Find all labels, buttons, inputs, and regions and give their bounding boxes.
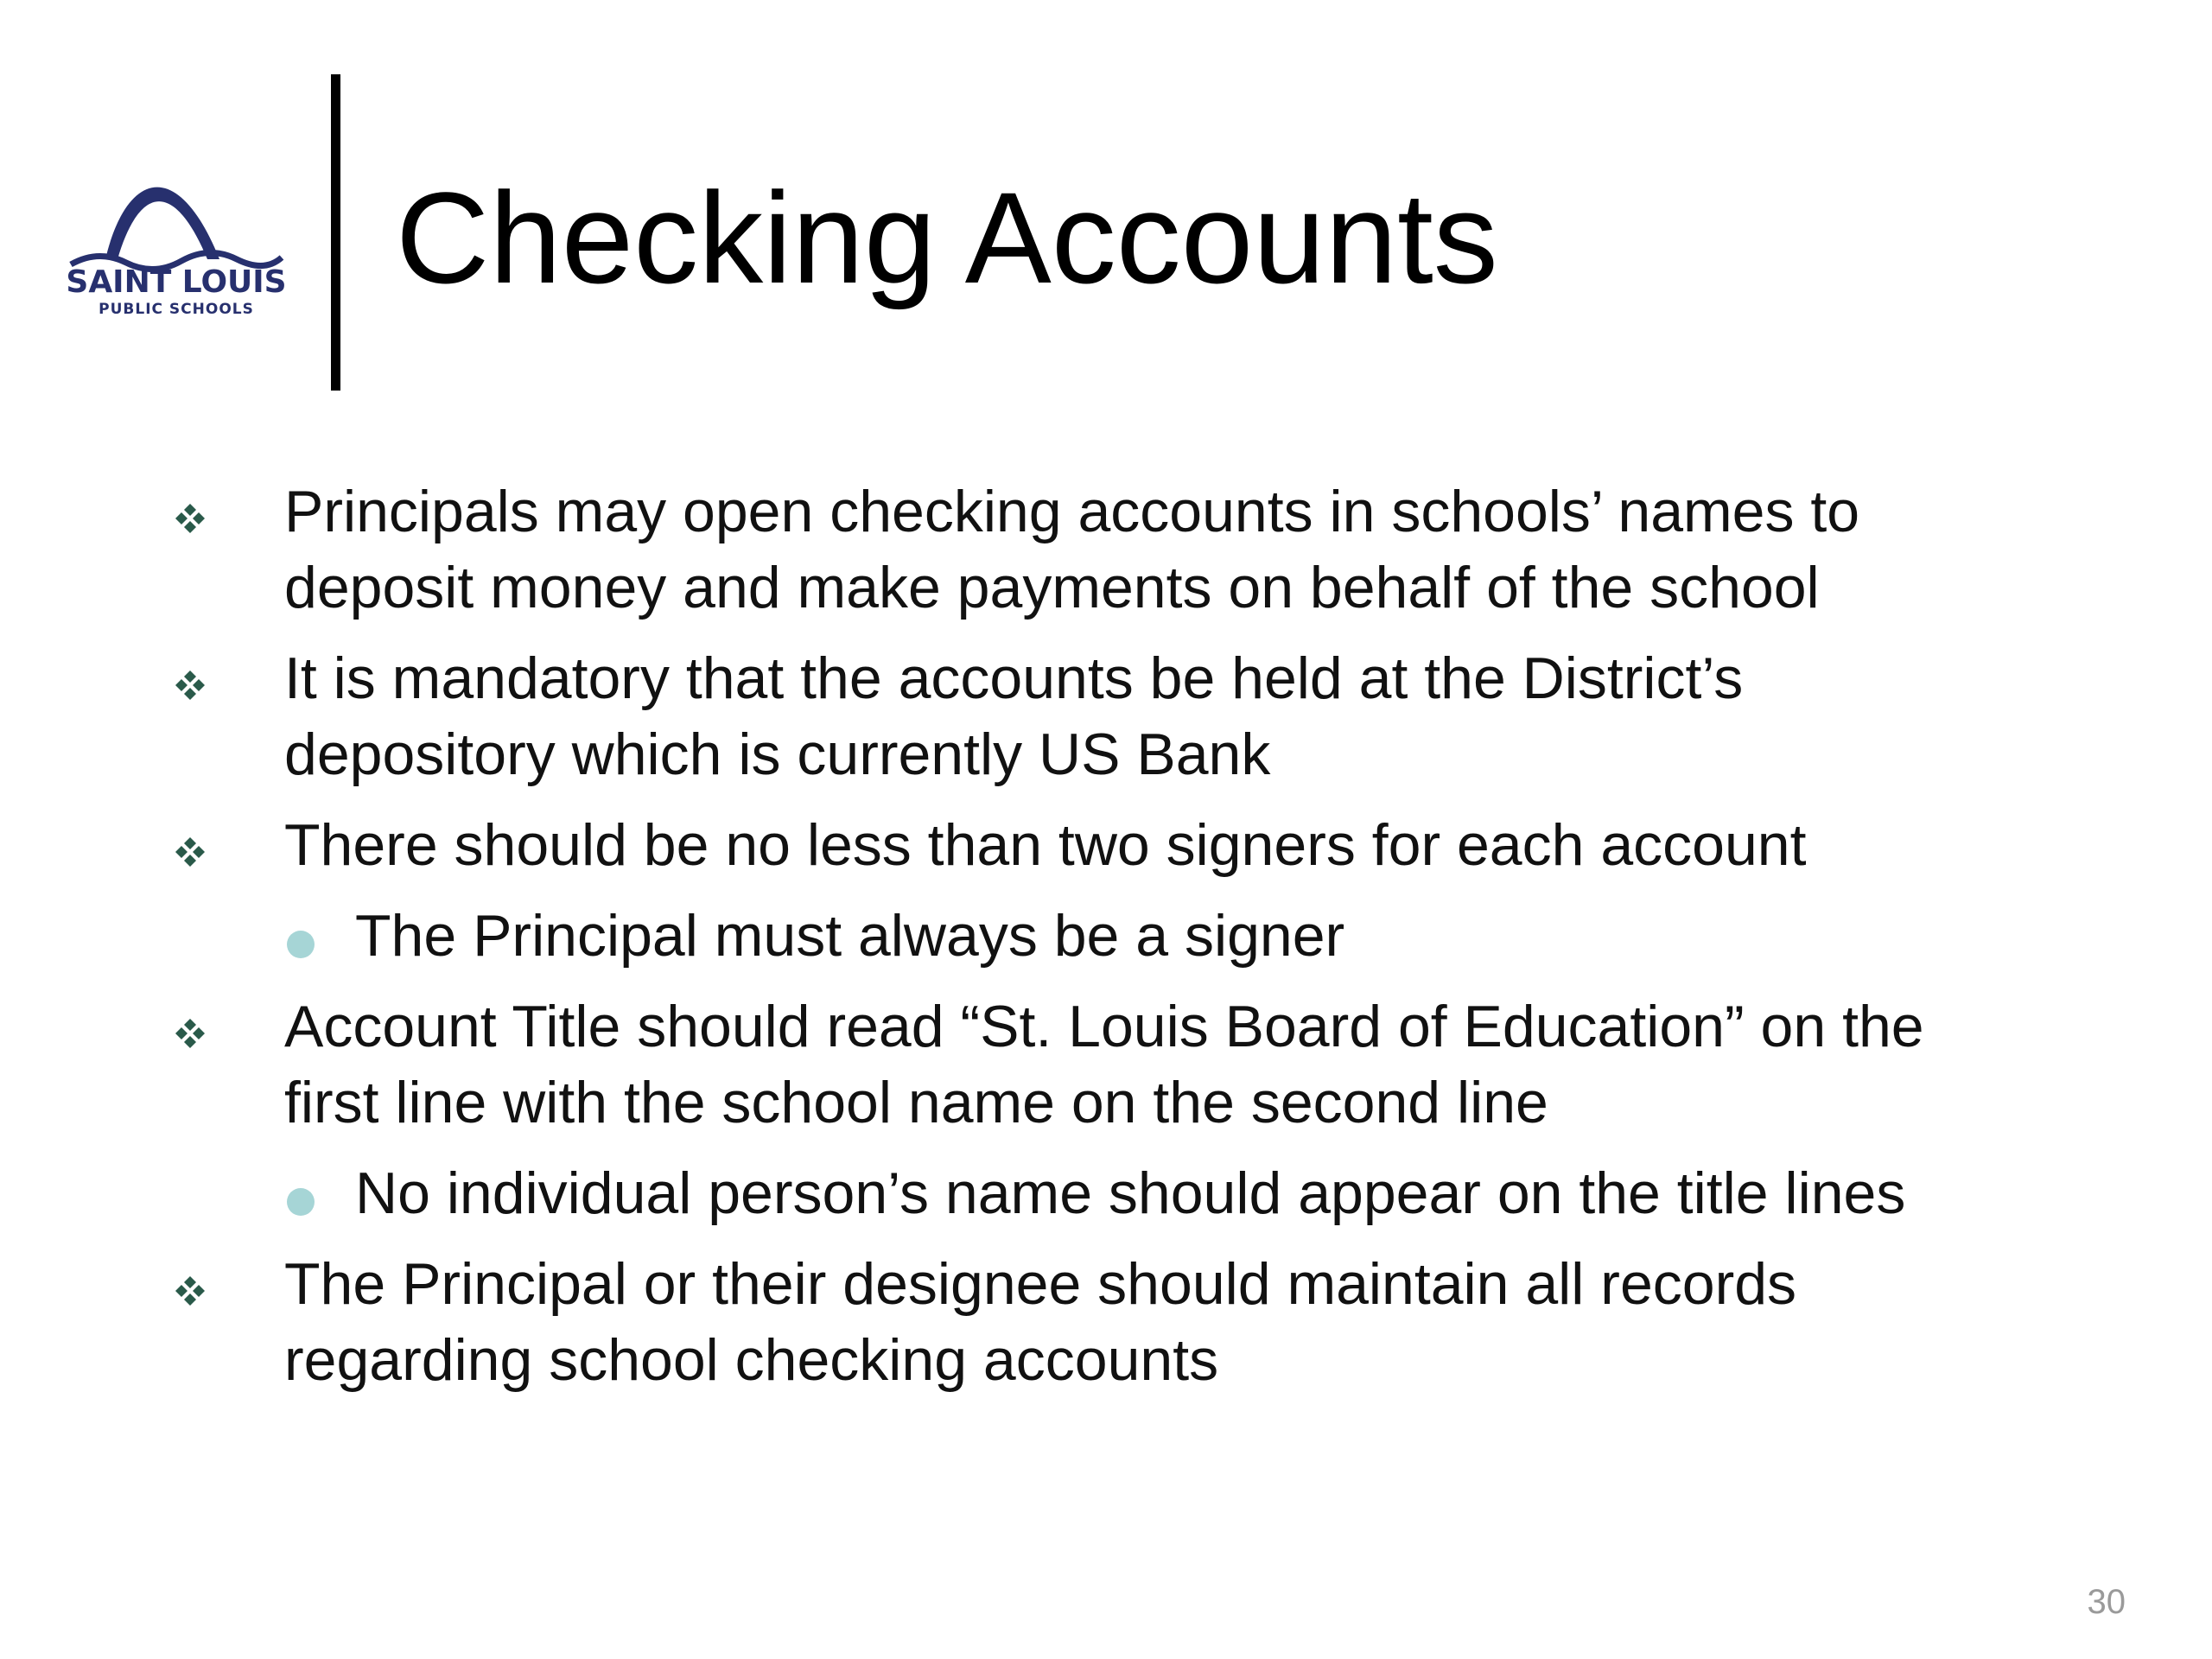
sub-bullet-item xyxy=(0,1155,2143,1231)
dot-bullet-icon xyxy=(287,931,315,958)
bullet-line: depository which is currently US Bank xyxy=(284,721,1271,787)
slide-title: Checking Accounts xyxy=(396,165,1498,310)
title-divider xyxy=(331,74,340,391)
bullet-line: Principals may open checking accounts in schools’ names to xyxy=(284,479,1860,544)
bullet-item xyxy=(0,474,2143,626)
bullet-item xyxy=(0,1246,2143,1398)
dot-bullet-icon xyxy=(287,1188,315,1216)
diamond-bullet-icon xyxy=(173,501,207,536)
bullet-list xyxy=(0,474,2143,1413)
bullet-line: deposit money and make payments on behalf of the school xyxy=(284,555,1820,620)
bullet-line: first line with the school name on the second line xyxy=(284,1070,1548,1135)
bullet-line: regarding school checking accounts xyxy=(284,1327,1219,1393)
diamond-bullet-icon xyxy=(173,1016,207,1051)
bullet-line: It is mandatory that the accounts be held at the District’s xyxy=(284,645,1744,711)
bullet-line: Account Title should read “St. Louis Board of Education” on the xyxy=(284,994,1924,1059)
bullet-item xyxy=(0,640,2143,792)
logo-main-text: SAINT LOUIS xyxy=(66,264,287,300)
bullet-item xyxy=(0,807,2143,883)
logo-sub-text: PUBLIC SCHOOLS xyxy=(99,301,254,318)
diamond-bullet-icon xyxy=(173,668,207,702)
bullet-line: There should be no less than two signers for each account xyxy=(284,812,1807,878)
diamond-bullet-icon xyxy=(173,1274,207,1308)
bullet-line: The Principal or their designee should maintain all records xyxy=(284,1251,1797,1317)
arch-icon xyxy=(64,162,289,275)
saint-louis-public-schools-logo xyxy=(64,162,289,327)
bullet-line: The Principal must always be a signer xyxy=(355,903,1345,969)
bullet-line: No individual person’s name should appear on the title lines xyxy=(355,1160,1906,1226)
sub-bullet-item xyxy=(0,898,2143,974)
bullet-item xyxy=(0,988,2143,1141)
diamond-bullet-icon xyxy=(173,835,207,869)
page-number: 30 xyxy=(2087,1583,2126,1621)
